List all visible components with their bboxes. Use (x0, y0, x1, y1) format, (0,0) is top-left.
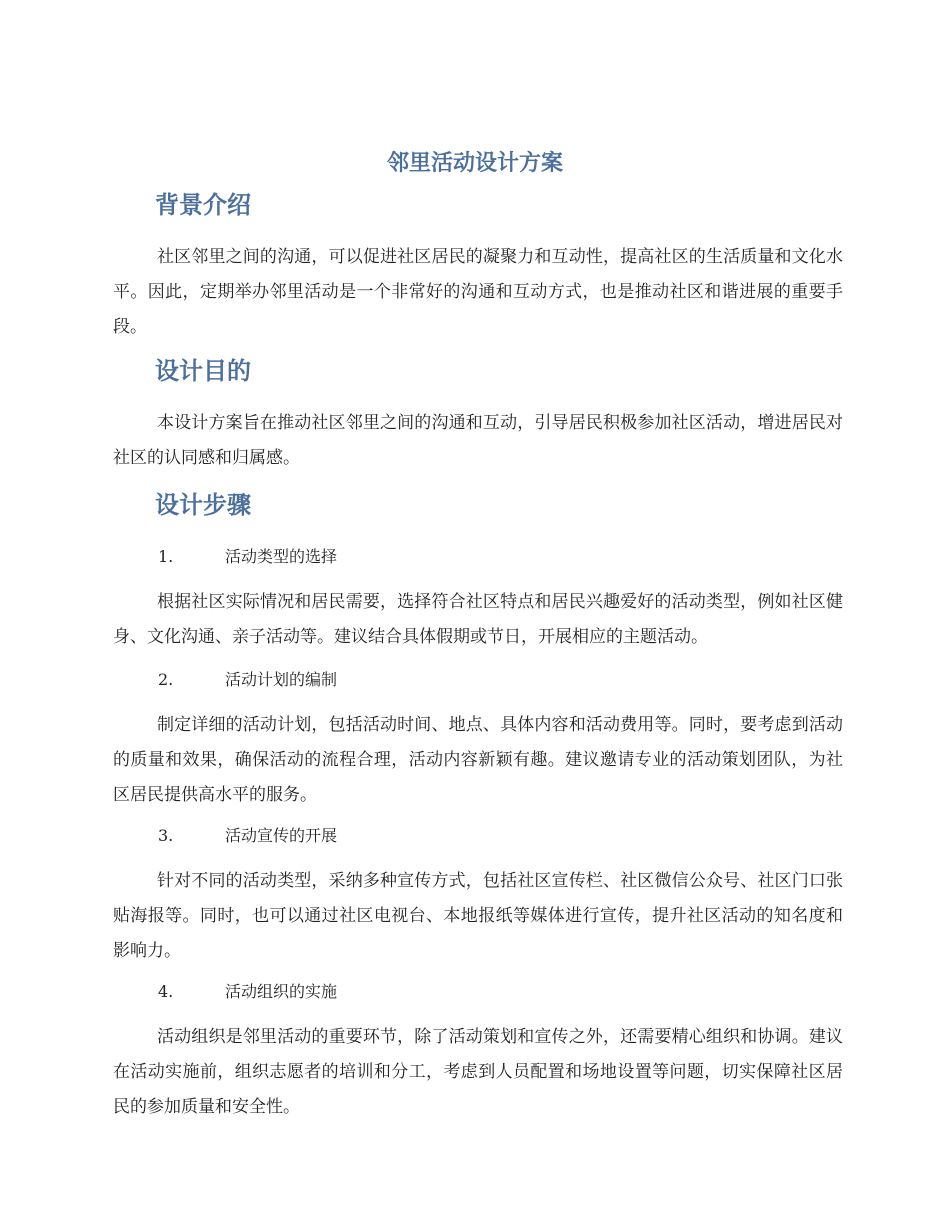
list-item-step-1 (158, 542, 337, 572)
paragraph-purpose: 本设计方案旨在推动社区邻里之间的沟通和互动，引导居民积极参加社区活动，增进居民对社区的认同感和归属感。 (113, 413, 843, 468)
list-item-title: 活动宣传的开展 (225, 826, 338, 845)
paragraph-background: 社区邻里之间的沟通，可以促进社区居民的凝聚力和互动性，提高社区的生活质量和文化水平。因此，定期举办邻里活动是一个非常好的沟通和互动方式，也是推动社区和谐进展的重要手段。 (113, 247, 843, 337)
list-number: 4. (158, 982, 174, 1001)
heading-background: 背景介绍 (155, 191, 251, 219)
list-item-step-4 (158, 977, 337, 1007)
paragraph-step-1: 根据社区实际情况和居民需要，选择符合社区特点和居民兴趣爱好的活动类型，例如社区健身、文化沟通、亲子活动等。建议结合具体假期或节日，开展相应的主题活动。 (113, 592, 843, 647)
heading-purpose: 设计目的 (155, 357, 251, 385)
list-item-step-3 (158, 821, 337, 851)
list-item-title: 活动类型的选择 (225, 547, 338, 566)
list-item-title: 活动计划的编制 (225, 670, 338, 689)
list-number: 2. (158, 670, 174, 689)
heading-steps: 设计步骤 (155, 491, 251, 519)
list-item-step-2 (158, 665, 337, 695)
list-number: 1. (158, 547, 174, 566)
document-title: 邻里活动设计方案 (386, 151, 563, 176)
list-number: 3. (158, 826, 174, 845)
paragraph-step-4: 活动组织是邻里活动的重要环节，除了活动策划和宣传之外，还需要精心组织和协调。建议在活动实施前，组织志愿者的培训和分工，考虑到人员配置和场地设置等问题，切实保障社区居民的参加质量和安全性。 (113, 1027, 843, 1117)
paragraph-step-2: 制定详细的活动计划，包括活动时间、地点、具体内容和活动费用等。同时，要考虑到活动的质量和效果，确保活动的流程合理，活动内容新颖有趣。建议邀请专业的活动策划团队，为社区居民提供高水平的服务。 (113, 715, 843, 805)
paragraph-step-3: 针对不同的活动类型，采纳多种宣传方式，包括社区宣传栏、社区微信公众号、社区门口张贴海报等。同时，也可以通过社区电视台、本地报纸等媒体进行宣传，提升社区活动的知名度和影响力。 (113, 871, 843, 961)
list-item-title: 活动组织的实施 (225, 982, 338, 1001)
